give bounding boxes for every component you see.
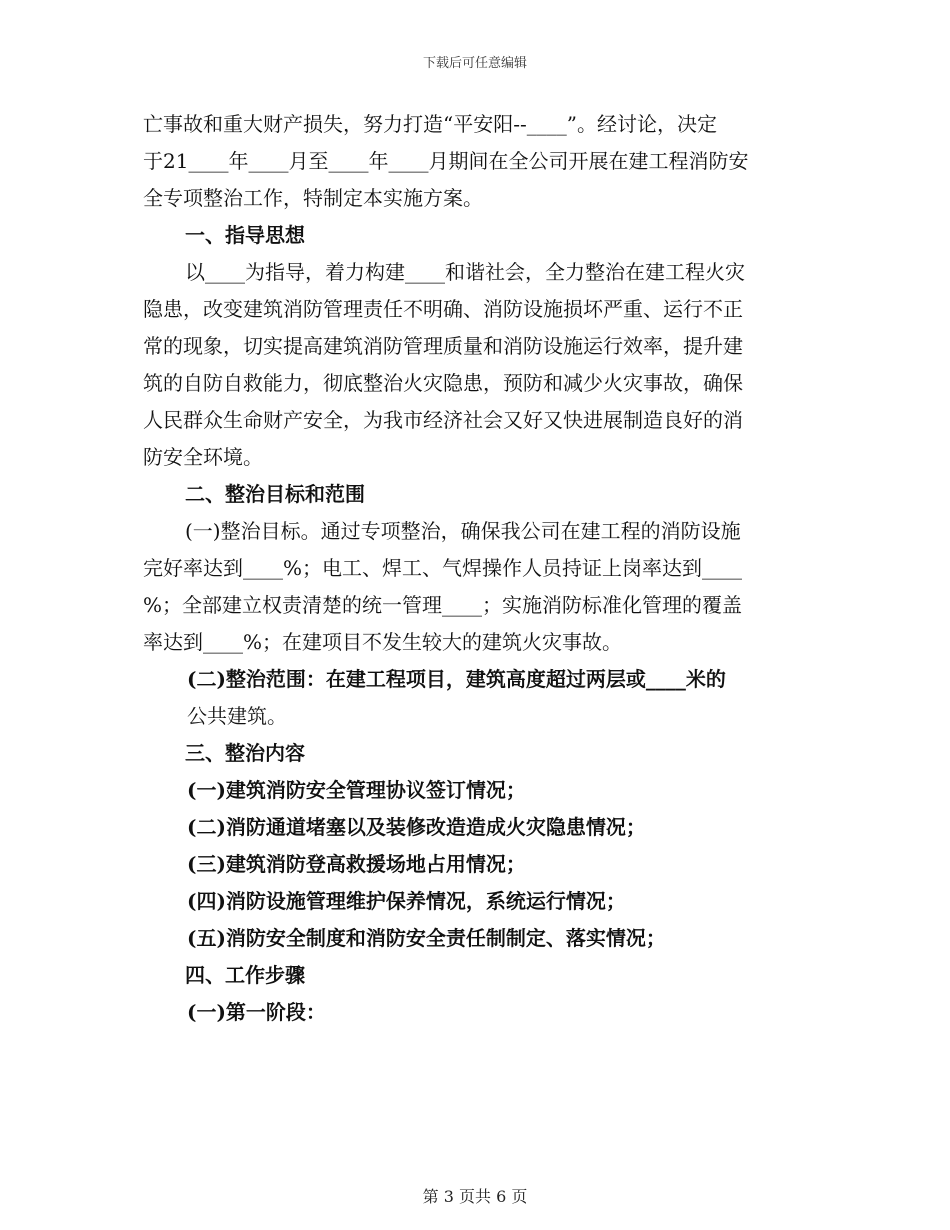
list-item: (一)第一阶段： <box>187 1000 326 1024</box>
body-line: 于21____年____月至____年____月期间在全公司开展在建工程消防安 <box>143 149 749 173</box>
body-line: 公共建筑。 <box>187 704 287 728</box>
body-line: 率达到____%；在建项目不发生较大的建筑火灾事故。 <box>143 630 623 654</box>
document-body <box>143 106 795 1031</box>
list-item: (三)建筑消防登高救援场地占用情况； <box>187 852 526 876</box>
section-heading-guiding-ideology: 一、指导思想 <box>185 223 305 247</box>
page-header: 下载后可任意编辑 <box>422 56 527 71</box>
section-heading-goals-scope: 二、整治目标和范围 <box>185 482 365 506</box>
page-footer: 第 3 页共 6 页 <box>422 1187 528 1206</box>
body-line: 筑的自防自救能力，彻底整治火灾隐患，预防和减少火灾事故，确保 <box>143 371 743 395</box>
body-line: 完好率达到____%；电工、焊工、气焊操作人员持证上岗率达到____ <box>143 556 743 580</box>
body-line: %；全部建立权责清楚的统一管理____；实施消防标准化管理的覆盖 <box>143 593 743 617</box>
list-item: (五)消防安全制度和消防安全责任制制定、落实情况； <box>187 926 666 950</box>
section-heading-content: 三、整治内容 <box>185 741 305 765</box>
body-line: 全专项整治工作，特制定本实施方案。 <box>143 186 483 210</box>
body-line: 常的现象，切实提高建筑消防管理质量和消防设施运行效率，提升建 <box>143 334 743 358</box>
list-item: (二)消防通道堵塞以及装修改造造成火灾隐患情况； <box>187 815 646 839</box>
body-line: 防安全环境。 <box>143 445 263 469</box>
body-line: 人民群众生命财产安全，为我市经济社会又好又快进展制造良好的消 <box>143 408 743 432</box>
body-line: 隐患，改变建筑消防管理责任不明确、消防设施损坏严重、运行不正 <box>143 297 743 321</box>
body-line-bold: (二)整治范围：在建工程项目，建筑高度超过两层或____米的 <box>187 667 726 691</box>
list-item: (一)建筑消防安全管理协议签订情况； <box>187 778 526 802</box>
body-line: 以____为指导，着力构建____和谐社会，全力整治在建工程火灾 <box>185 260 745 284</box>
section-heading-work-steps: 四、工作步骤 <box>185 963 305 987</box>
body-line: (一)整治目标。通过专项整治，确保我公司在建工程的消防设施 <box>185 519 741 543</box>
list-item: (四)消防设施管理维护保养情况，系统运行情况； <box>187 889 626 913</box>
body-line: 亡事故和重大财产损失，努力打造“平安阳--____”。经讨论，决定 <box>143 112 717 136</box>
